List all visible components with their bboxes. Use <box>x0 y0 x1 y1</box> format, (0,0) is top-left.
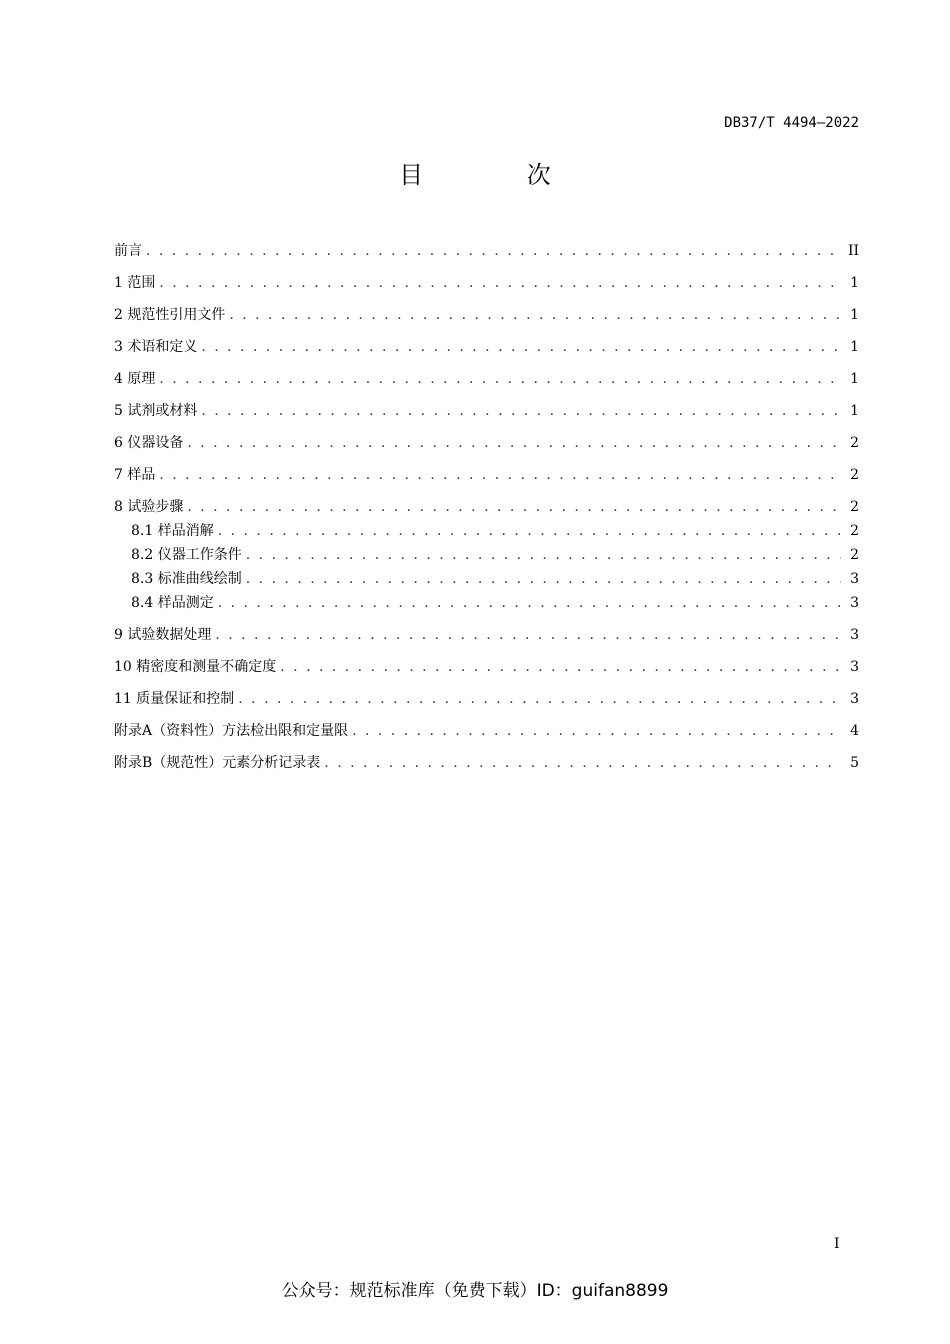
toc-leader-dots <box>187 432 841 454</box>
toc-entry-page: 3 <box>850 571 859 587</box>
toc-entry-label: 8 试验步骤 <box>114 499 184 515</box>
toc-leader-dots <box>201 336 841 358</box>
toc-entry[interactable] <box>114 656 859 678</box>
toc-entry-page: 2 <box>850 467 859 483</box>
toc-entry[interactable] <box>114 752 859 774</box>
toc-entry-label: 8.1 样品消解 <box>131 523 214 539</box>
toc-entry-page: 2 <box>850 499 859 515</box>
toc-entry-label: 8.2 仪器工作条件 <box>131 547 242 563</box>
toc-entry-page: 3 <box>850 627 859 643</box>
toc-entry[interactable] <box>114 240 859 262</box>
toc-entry[interactable] <box>114 496 859 518</box>
toc-leader-dots <box>218 592 841 614</box>
toc-entry[interactable] <box>114 304 859 326</box>
toc-entry[interactable] <box>114 720 859 742</box>
toc-entry-page: 4 <box>850 723 859 739</box>
toc-entry[interactable] <box>114 624 859 646</box>
toc-entry-page: 1 <box>850 275 859 291</box>
toc-leader-dots <box>238 688 841 710</box>
toc-subentry[interactable] <box>114 520 859 542</box>
toc-entry-label: 附录A（资料性）方法检出限和定量限 <box>114 723 349 739</box>
toc-leader-dots <box>146 240 840 262</box>
toc-entry-page: 1 <box>850 371 859 387</box>
toc-entry-label: 前言 <box>114 243 142 259</box>
toc-entry[interactable] <box>114 336 859 358</box>
toc-entry-label: 6 仪器设备 <box>114 435 184 451</box>
toc-entry-page: 1 <box>850 403 859 419</box>
toc-entry[interactable] <box>114 688 859 710</box>
toc-entry-page: 2 <box>850 523 859 539</box>
toc-entry-page: 2 <box>850 547 859 563</box>
toc-entry-page: 1 <box>850 307 859 323</box>
toc-entry-label: 8.4 样品测定 <box>131 595 214 611</box>
toc-entry[interactable] <box>114 464 859 486</box>
toc-entry-label: 5 试剂或材料 <box>114 403 198 419</box>
toc-entry-label: 1 范围 <box>114 275 156 291</box>
toc-entry-label: 2 规范性引用文件 <box>114 307 226 323</box>
toc-subentry[interactable] <box>114 544 859 566</box>
toc-leader-dots <box>280 656 841 678</box>
toc-leader-dots <box>246 544 841 566</box>
toc-leader-dots <box>159 368 841 390</box>
table-of-contents <box>114 240 859 774</box>
toc-entry-label: 3 术语和定义 <box>114 339 198 355</box>
toc-leader-dots <box>215 624 841 646</box>
toc-entry-page: 3 <box>850 595 859 611</box>
toc-leader-dots <box>159 272 841 294</box>
toc-entry-label: 附录B（规范性）元素分析记录表 <box>114 755 321 771</box>
toc-entry-label: 9 试验数据处理 <box>114 627 212 643</box>
toc-entry[interactable] <box>114 400 859 422</box>
standard-code: DB37/T 4494—2022 <box>724 115 859 131</box>
toc-leader-dots <box>246 568 841 590</box>
toc-leader-dots <box>324 752 841 774</box>
toc-entry[interactable] <box>114 432 859 454</box>
toc-entry-label: 11 质量保证和控制 <box>114 691 235 707</box>
toc-entry-page: 1 <box>850 339 859 355</box>
toc-entry-page: 5 <box>850 755 859 771</box>
toc-leader-dots <box>187 496 841 518</box>
toc-entry-page: 3 <box>850 691 859 707</box>
toc-leader-dots <box>159 464 841 486</box>
toc-entry-label: 7 样品 <box>114 467 156 483</box>
toc-leader-dots <box>218 520 841 542</box>
page-title: 目 次 <box>399 161 599 189</box>
footer-watermark-text: 公众号：规范标准库（免费下载）ID：guifan8899 <box>281 1281 669 1301</box>
toc-leader-dots <box>201 400 841 422</box>
toc-leader-dots <box>229 304 841 326</box>
toc-entry-page: II <box>847 243 859 259</box>
toc-subentry[interactable] <box>114 592 859 614</box>
toc-entry[interactable] <box>114 272 859 294</box>
page-number: I <box>834 1236 840 1252</box>
toc-subentry[interactable] <box>114 568 859 590</box>
toc-entry[interactable] <box>114 368 859 390</box>
toc-entry-label: 4 原理 <box>114 371 156 387</box>
toc-entry-page: 3 <box>850 659 859 675</box>
toc-entry-label: 8.3 标准曲线绘制 <box>131 571 242 587</box>
toc-leader-dots <box>352 720 841 742</box>
toc-entry-page: 2 <box>850 435 859 451</box>
toc-entry-label: 10 精密度和测量不确定度 <box>114 659 277 675</box>
